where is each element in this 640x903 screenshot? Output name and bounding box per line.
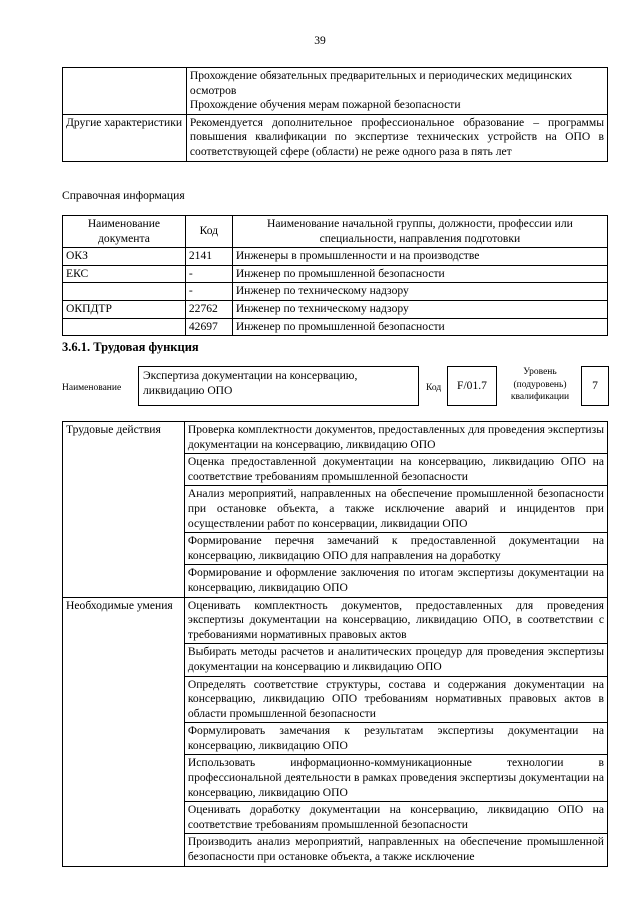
page-number: 39 [314,34,326,47]
section-title: 3.6.1. Трудовая функция [62,340,199,354]
skills-label: Необходимые умения [63,597,185,866]
skill-item: Оценивать комплектность документов, предоставленных для проведения экспертизы документации на консервацию, ликвидацию ОПО, в соответствии с требованиями нормативных правовых актов [184,597,607,644]
table-row [63,114,608,161]
header-doc: Наименование документа [63,216,186,248]
cell-doc: ОКЗ [63,248,186,266]
cell-doc: ЕКС [63,265,186,283]
skill-item: Использовать информационно-коммуникационные технологии в профессиональной деятельности в рамках проведения экспертизы документации на консервацию, ликвидацию ОПО [184,755,607,802]
header-name: Наименование начальной группы, должности, профессии или специальности, направления подготовки [232,216,607,248]
cell-name: Инженер по техническому надзору [232,283,607,301]
function-name: Экспертиза документации на консервацию, ликвидацию ОПО [143,369,358,397]
skill-item: Определять соответствие структуры, состава и содержания документации на консервацию, ликвидацию ОПО требованиям нормативных правовых актов в области промышленной безопасности [184,676,607,723]
table-row [63,265,608,283]
table-row [63,68,608,115]
function-name-box [138,366,419,406]
table-header-row [63,216,608,248]
cell-code: 2141 [185,248,232,266]
action-item: Формирование и оформление заключения по итогам экспертизы документации на консервацию, ликвидацию ОПО [184,565,607,597]
cell-code: - [185,265,232,283]
table-row [63,283,608,301]
cell-name: Инженер по техническому надзору [232,300,607,318]
reference-table [62,215,608,336]
cell-doc [63,283,186,301]
skill-item: Оценивать доработку документации на консервацию, ликвидацию ОПО на соответствие требованиям промышленной безопасности [184,802,607,834]
name-label: Наименование [62,383,122,393]
actions-label: Трудовые действия [63,422,185,598]
skill-item: Формулировать замечания к результатам экспертизы документации на консервацию, ликвидацию ОПО [184,723,607,755]
cell-code: 42697 [185,318,232,336]
action-item: Оценка предоставленной документации на консервацию, ликвидацию ОПО на соответствие требованиям промышленной безопасности [184,454,607,486]
skill-item: Производить анализ мероприятий, направленных на обеспечение промышленной безопасности при остановке объекта, а также исключение [184,834,607,866]
cell-doc [63,318,186,336]
requirement-line: Прохождение обучения мерам пожарной безопасности [189,98,461,112]
skill-item: Выбирать методы расчетов и аналитических процедур для проведения экспертизы документации на консервацию и ликвидацию ОПО [184,644,607,676]
table-row [63,300,608,318]
cell-code: 22762 [185,300,232,318]
level-label: Уровень (подуровень) квалификации [510,367,570,402]
top-table [62,67,608,162]
level-box [581,366,609,406]
cell-name: Инженер по промышленной безопасности [232,318,607,336]
code-label: Код [426,383,442,393]
header-code: Код [185,216,232,248]
function-code: F/01.7 [457,379,487,392]
cell-name: Инженер по промышленной безопасности [232,265,607,283]
table-row [63,597,608,644]
requirement-line: Прохождение обязательных предварительных и периодических медицинских осмотров [189,69,573,97]
action-item: Проверка комплектности документов, предоставленных для проведения экспертизы документации на консервацию, ликвидацию ОПО [184,422,607,454]
table-row [63,248,608,266]
level-value: 7 [592,379,598,392]
row-text: Рекомендуется дополнительное профессиональное образование – программы повышения квалификации по экспертизе технических устройств на ОПО в соответствующей сфере (области) не реже одного раза в пять лет [186,114,607,161]
row-label: Другие характеристики [63,114,187,161]
code-box [447,366,497,406]
action-item: Формирование перечня замечаний к предоставленной документации на консервацию, ликвидацию ОПО для направления на доработку [184,533,607,565]
action-item: Анализ мероприятий, направленных на обеспечение промышленной безопасности при остановке объекта, а также исключение аварий и инцидентов при осуществлении работ по консервации, ликвидации ОПО [184,486,607,533]
cell-code: - [185,283,232,301]
table-row [63,422,608,454]
reference-title: Справочная информация [62,189,185,202]
function-table [62,421,608,867]
cell-doc: ОКПДТР [63,300,186,318]
cell-name: Инженеры в промышленности и на производстве [232,248,607,266]
table-row [63,318,608,336]
